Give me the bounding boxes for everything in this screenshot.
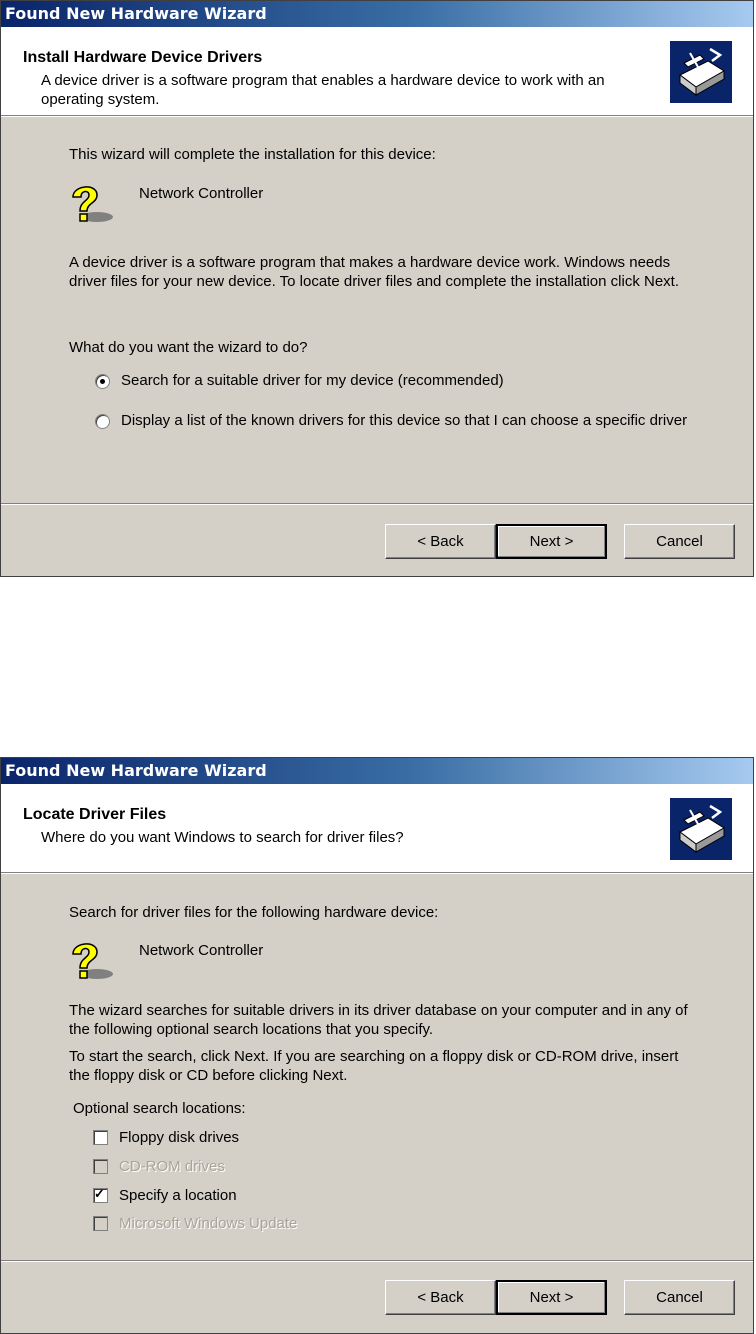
checkbox[interactable] [93, 1130, 108, 1145]
option-display-list[interactable] [95, 411, 705, 430]
cancel-button[interactable]: Cancel [624, 524, 735, 559]
radio-button-selected[interactable] [95, 374, 110, 389]
checkbox-checked[interactable] [93, 1188, 108, 1203]
checkbox-label: Specify a location [119, 1187, 237, 1204]
checkbox-disabled [93, 1216, 108, 1231]
window-title: Found New Hardware Wizard [1, 758, 753, 784]
checkbox-specify-location[interactable] [93, 1186, 237, 1205]
option-label: Search for a suitable driver for my device (recommended) [121, 372, 504, 389]
back-button[interactable]: < Back [385, 1280, 496, 1315]
question-text: What do you want the wizard to do? [69, 339, 308, 356]
hardware-install-icon [670, 798, 732, 860]
checkbox-label: Microsoft Windows Update [119, 1215, 298, 1232]
checkbox-cdrom [93, 1157, 225, 1176]
next-button[interactable]: Next > [496, 1280, 607, 1315]
checkbox-windows-update [93, 1214, 297, 1233]
search-locations-label: Optional search locations: [73, 1100, 246, 1117]
wizard-header [1, 784, 753, 873]
wizard-header [1, 27, 753, 116]
checkbox-label: Floppy disk drives [119, 1129, 240, 1146]
hardware-install-icon [670, 41, 732, 103]
header-title: Install Hardware Device Drivers [23, 49, 263, 66]
intro-text: This wizard will complete the installation for this device: [69, 146, 436, 163]
header-subtitle: Where do you want Windows to search for driver files? [41, 829, 404, 846]
device-name: Network Controller [139, 942, 264, 959]
option-label: Display a list of the known drivers for this device so that I can choose a specific driver [121, 412, 688, 429]
device-name: Network Controller [139, 185, 264, 202]
button-separator [1, 1260, 753, 1262]
window-title: Found New Hardware Wizard [1, 1, 753, 27]
description-text: A device driver is a software program that makes a hardware device work. Windows needs driver files for your new device. To locate driver files and complete the installation click Next. [69, 254, 679, 290]
button-separator [1, 503, 753, 505]
description-text: The wizard searches for suitable drivers in its driver database on your computer and in any of the following optional search locations that you specify. [69, 1002, 688, 1038]
checkbox-floppy[interactable] [93, 1128, 239, 1147]
unknown-device-icon [67, 940, 115, 984]
header-title: Locate Driver Files [23, 806, 167, 823]
option-search-driver[interactable] [95, 345, 504, 390]
wizard-window-install-drivers [0, 0, 754, 577]
check-mark-icon: ✓ [94, 1186, 105, 1201]
back-button[interactable]: < Back [385, 524, 496, 559]
wizard-window-locate-files [0, 757, 754, 1334]
header-subtitle: A device driver is a software program that enables a hardware device to work with an operating system. [41, 72, 605, 108]
checkbox-label: CD-ROM drives [119, 1158, 225, 1175]
checkbox-disabled [93, 1159, 108, 1174]
instructions-text: To start the search, click Next. If you are searching on a floppy disk or CD-ROM drive, insert the floppy disk or CD before clicking Next. [69, 1048, 679, 1084]
next-button[interactable]: Next > [496, 524, 607, 559]
intro-text: Search for driver files for the following hardware device: [69, 904, 439, 921]
cancel-button[interactable]: Cancel [624, 1280, 735, 1315]
unknown-device-icon [67, 183, 115, 227]
radio-button[interactable] [95, 414, 110, 429]
